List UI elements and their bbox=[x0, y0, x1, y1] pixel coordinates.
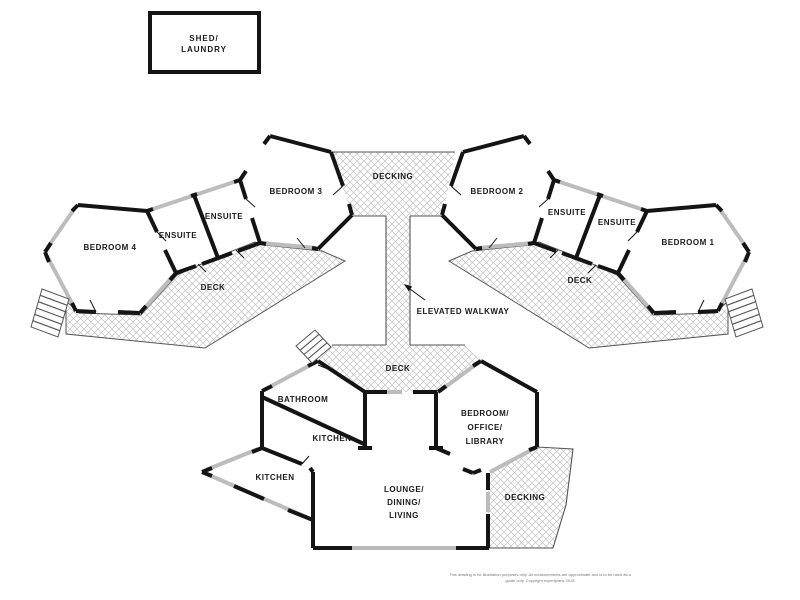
ensuite-left-outer-label: ENSUITE bbox=[158, 231, 198, 240]
deck-lower-label: DECK bbox=[385, 364, 411, 373]
shed-laundry bbox=[150, 13, 259, 72]
lounge-label-line1: LOUNGE/ bbox=[384, 485, 424, 494]
walkway-arrow-line bbox=[410, 289, 425, 300]
bedroom4-label: BEDROOM 4 bbox=[83, 243, 137, 252]
decking-top-label: DECKING bbox=[372, 172, 414, 181]
bedoffice-label-line2: OFFICE/ bbox=[467, 423, 503, 432]
kitchen-lower-label: KITCHEN bbox=[255, 473, 295, 482]
shed-label-line1: SHED/ bbox=[189, 34, 219, 43]
deck-right-label: DECK bbox=[567, 276, 593, 285]
lounge-label-line2: DINING/ bbox=[387, 498, 421, 507]
bedroom2-label: BEDROOM 2 bbox=[470, 187, 524, 196]
bedroom1-label: BEDROOM 1 bbox=[661, 238, 715, 247]
stairs-left bbox=[31, 289, 69, 337]
bathroom-label: BATHROOM bbox=[277, 395, 329, 404]
ensuite-right-outer-label: ENSUITE bbox=[597, 218, 637, 227]
deck-left-label: DECK bbox=[200, 283, 226, 292]
elevated-walkway-label: ELEVATED WALKWAY bbox=[416, 307, 510, 316]
stairs-right bbox=[725, 289, 763, 337]
decking-lower-label: DECKING bbox=[504, 493, 546, 502]
disclaimer-line1: This drawing is for illustration purposes only. All measurements are approximate and is to be used as a bbox=[449, 572, 631, 577]
deck-left-area bbox=[66, 242, 345, 348]
deck-right-area bbox=[449, 242, 728, 348]
walkway-area bbox=[386, 216, 410, 345]
bedoffice-label-line3: LIBRARY bbox=[465, 437, 505, 446]
ensuite-left-inner-label: ENSUITE bbox=[204, 212, 244, 221]
shed-label-line2: LAUNDRY bbox=[181, 45, 227, 54]
disclaimer-line2: guide only. Copyright expertplans 2015 bbox=[505, 578, 575, 583]
disclaimer bbox=[449, 572, 631, 583]
lounge-label-line3: LIVING bbox=[389, 511, 419, 520]
kitchen-upper-label: KITCHEN bbox=[312, 434, 352, 443]
bedoffice-label-line1: BEDROOM/ bbox=[461, 409, 509, 418]
lower-house-door-leaves bbox=[302, 365, 338, 464]
ensuite-right-inner-label: ENSUITE bbox=[547, 208, 587, 217]
bedroom3-label: BEDROOM 3 bbox=[269, 187, 323, 196]
